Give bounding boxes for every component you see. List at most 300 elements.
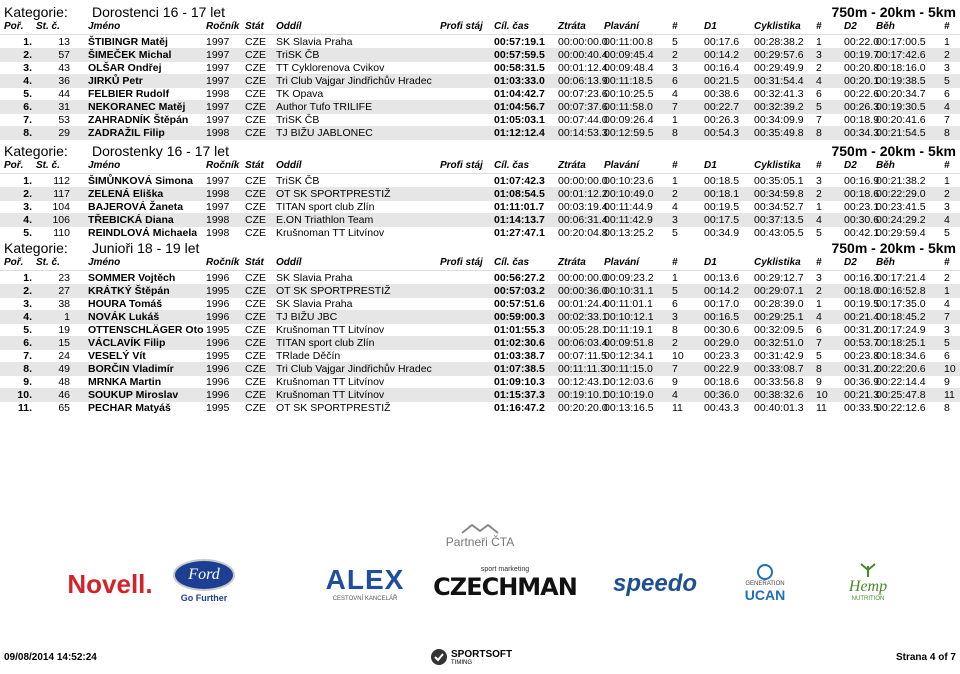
cell-beh: 00:21:38.2	[876, 175, 926, 187]
cell-stat: CZE	[245, 88, 266, 100]
cell-d1: 00:17.6	[704, 36, 740, 48]
cell-ztrata: 00:00:00.0	[558, 272, 608, 284]
cell-d2: 00:31.2	[844, 324, 880, 336]
cell-rocnik: 1997	[206, 114, 230, 126]
column-header-hash3: #	[944, 257, 950, 268]
ucan-logo	[720, 558, 810, 608]
cell-ztrata: 00:05:28.1	[558, 324, 608, 336]
column-header-ztrata: Ztráta	[558, 160, 586, 171]
category-name: Junioři 18 - 19 let	[92, 240, 200, 256]
column-header-d1: D1	[704, 21, 717, 32]
cell-st: 110	[53, 227, 70, 239]
column-header-hash2: #	[816, 21, 822, 32]
cell-d2: 00:33.5	[844, 402, 880, 414]
cell-cyklistika: 00:31:54.4	[754, 75, 804, 87]
cell-p1: 9	[672, 376, 678, 388]
cell-por: 11.	[17, 402, 32, 414]
category-label: Kategorie:	[4, 240, 68, 256]
cell-p3: 1	[944, 36, 950, 48]
cell-d1: 00:38.6	[704, 88, 740, 100]
cell-jmeno: ZAHRADNÍK Štěpán	[88, 114, 189, 126]
cell-rocnik: 1997	[206, 75, 230, 87]
column-header-oddil: Oddíl	[276, 257, 302, 268]
cell-oddil: SK Slavia Praha	[276, 36, 353, 48]
cell-d2: 00:26.3	[844, 101, 880, 113]
cell-st: 117	[53, 188, 70, 200]
cell-beh: 00:18:45.2	[876, 311, 926, 323]
cell-por: 4.	[23, 214, 32, 226]
column-header-hash2: #	[816, 160, 822, 171]
cell-st: 46	[58, 389, 70, 401]
sportsoft-logo	[430, 642, 530, 672]
cell-rocnik: 1998	[206, 127, 230, 139]
cell-por: 3.	[23, 298, 32, 310]
cell-d1: 00:21.5	[704, 75, 740, 87]
cell-stat: CZE	[245, 389, 266, 401]
cell-d2: 00:22.6	[844, 88, 880, 100]
cell-p1: 7	[672, 363, 678, 375]
cell-p3: 4	[944, 214, 950, 226]
cell-beh: 00:21:54.5	[876, 127, 926, 139]
cell-plavani: 00:10:25.5	[604, 88, 654, 100]
category-title	[4, 2, 956, 22]
cell-beh: 00:22:29.0	[876, 188, 926, 200]
cell-d1: 00:16.4	[704, 62, 740, 74]
cell-p1: 5	[672, 36, 678, 48]
cell-oddil: TJ BIŽU JBC	[276, 311, 338, 323]
cta-emblem-icon	[460, 523, 500, 535]
cell-p2: 8	[816, 127, 822, 139]
cell-oddil: TK Opava	[276, 88, 324, 100]
cell-jmeno: BORČIN Vladimír	[88, 363, 174, 375]
cell-p1: 2	[672, 337, 678, 349]
cell-p3: 3	[944, 201, 950, 213]
cell-cil: 01:15:37.3	[494, 389, 545, 401]
table-row	[0, 310, 960, 324]
column-header-d2: D2	[844, 21, 857, 32]
cell-por: 4.	[23, 311, 32, 323]
cell-oddil: Tri Club Vajgar Jindřichův Hradec	[276, 75, 432, 87]
column-header-cil: Cíl. čas	[494, 160, 530, 171]
cell-por: 7.	[23, 350, 32, 362]
cell-p3: 1	[944, 285, 950, 297]
cell-por: 2.	[23, 285, 32, 297]
cell-cil: 00:57:59.5	[494, 49, 545, 61]
cell-p2: 3	[816, 175, 822, 187]
column-header-beh: Běh	[876, 21, 895, 32]
cell-ztrata: 00:07:23.6	[558, 88, 608, 100]
cell-rocnik: 1996	[206, 298, 230, 310]
cell-por: 2.	[23, 188, 32, 200]
cell-rocnik: 1997	[206, 101, 230, 113]
cell-p1: 1	[672, 272, 678, 284]
column-header-st: St. č.	[36, 21, 60, 32]
czechman-wordmark: CZECHMAN	[433, 572, 577, 601]
category-label: Kategorie:	[4, 143, 68, 159]
cell-oddil: OT SK SPORTPRESTIŽ	[276, 402, 391, 414]
cell-d1: 00:18.6	[704, 376, 740, 388]
column-header-rocnik: Ročník	[206, 160, 240, 171]
cell-por: 5.	[23, 227, 32, 239]
cell-ztrata: 00:06:31.4	[558, 214, 608, 226]
cell-p3: 2	[944, 272, 950, 284]
column-header-hash1: #	[672, 21, 678, 32]
column-header-d2: D2	[844, 160, 857, 171]
column-header-profi: Profi stáj	[440, 160, 483, 171]
cell-por: 9.	[23, 376, 32, 388]
cell-por: 3.	[23, 201, 32, 213]
cell-d2: 00:18.9	[844, 114, 880, 126]
cell-plavani: 00:12:59.5	[604, 127, 654, 139]
table-row	[0, 401, 960, 415]
cell-rocnik: 1995	[206, 285, 230, 297]
cell-ztrata: 00:01:12.2	[558, 188, 608, 200]
cell-rocnik: 1997	[206, 36, 230, 48]
cell-cil: 01:03:38.7	[494, 350, 545, 362]
table-row	[0, 349, 960, 363]
cell-stat: CZE	[245, 227, 266, 239]
column-header-cil: Cíl. čas	[494, 21, 530, 32]
cell-d2: 00:18.6	[844, 188, 880, 200]
cell-cyklistika: 00:33:08.7	[754, 363, 804, 375]
column-header-jmeno: Jméno	[88, 21, 121, 32]
cell-rocnik: 1998	[206, 188, 230, 200]
cell-st: 44	[58, 88, 70, 100]
cell-cyklistika: 00:28:38.2	[754, 36, 804, 48]
cell-p2: 9	[816, 376, 822, 388]
cell-p1: 2	[672, 49, 678, 61]
column-header-oddil: Oddíl	[276, 160, 302, 171]
cell-st: 104	[52, 201, 70, 213]
cell-oddil: Tri Club Vajgar Jindřichův Hradec	[276, 363, 432, 375]
cell-ztrata: 00:14:53.3	[558, 127, 608, 139]
cell-plavani: 00:10:12.1	[604, 311, 654, 323]
cell-oddil: SK Slavia Praha	[276, 298, 353, 310]
cell-plavani: 00:11:19.1	[604, 324, 653, 336]
table-row	[0, 48, 960, 62]
cell-p3: 8	[944, 127, 950, 139]
column-header-hash1: #	[672, 257, 678, 268]
table-row	[0, 113, 960, 127]
cell-rocnik: 1998	[206, 214, 230, 226]
cell-plavani: 00:11:42.9	[604, 214, 653, 226]
hemp-logo	[828, 556, 908, 608]
cell-beh: 00:29:59.4	[876, 227, 926, 239]
cell-p1: 1	[672, 175, 678, 187]
cell-p2: 6	[816, 88, 822, 100]
column-header-plavani: Plavání	[604, 257, 640, 268]
cell-beh: 00:17:35.0	[876, 298, 926, 310]
cell-ztrata: 00:00:00.0	[558, 175, 608, 187]
ucan-subtitle: GENERATION	[745, 581, 785, 587]
czechman-logo	[433, 558, 577, 608]
alex-wordmark: ALEX	[325, 564, 405, 595]
cell-beh: 00:19:38.5	[876, 75, 926, 87]
cell-oddil: TT Cyklorenova Cvikov	[276, 62, 385, 74]
cell-stat: CZE	[245, 175, 266, 187]
column-header-hash3: #	[944, 21, 950, 32]
cell-beh: 00:17:21.4	[876, 272, 926, 284]
cell-rocnik: 1996	[206, 337, 230, 349]
cell-d2: 00:36.9	[844, 376, 880, 388]
cell-d1: 00:17.0	[704, 298, 740, 310]
cell-por: 1.	[23, 36, 32, 48]
column-header-por: Poř.	[4, 257, 24, 268]
cell-d1: 00:26.3	[704, 114, 740, 126]
column-header-d1: D1	[704, 160, 717, 171]
cell-p1: 2	[672, 188, 678, 200]
table-row	[0, 297, 960, 311]
hemp-wordmark: Hemp	[848, 578, 888, 595]
cell-por: 5.	[23, 324, 32, 336]
cell-p3: 3	[944, 324, 950, 336]
cell-p3: 5	[944, 337, 950, 349]
sponsor-strip	[0, 520, 960, 610]
hemp-subtitle: NUTRITION	[851, 596, 885, 602]
cell-d2: 00:30.6	[844, 214, 880, 226]
cell-ztrata: 00:20:04.8	[558, 227, 608, 239]
cell-p2: 5	[816, 350, 822, 362]
cell-plavani: 00:13:25.2	[604, 227, 654, 239]
cell-p3: 11	[944, 389, 955, 401]
cell-p1: 3	[672, 62, 678, 74]
cell-p2: 7	[816, 114, 822, 126]
cell-cil: 01:09:10.3	[494, 376, 545, 388]
cell-por: 3.	[23, 62, 32, 74]
cell-rocnik: 1998	[206, 88, 230, 100]
cell-d2: 00:19.5	[844, 298, 880, 310]
cell-rocnik: 1996	[206, 272, 230, 284]
cell-p2: 3	[816, 272, 822, 284]
cell-d2: 00:23.8	[844, 350, 880, 362]
cell-por: 6.	[23, 101, 32, 113]
cell-p2: 10	[816, 389, 828, 401]
cell-por: 1.	[23, 175, 32, 187]
cell-stat: CZE	[245, 101, 266, 113]
cell-por: 2.	[23, 49, 32, 61]
cell-jmeno: SOMMER Vojtěch	[88, 272, 176, 284]
cell-cyklistika: 00:31:42.9	[754, 350, 804, 362]
page-footer	[0, 640, 960, 674]
cell-d1: 00:22.7	[704, 101, 740, 113]
cell-por: 8.	[23, 127, 32, 139]
table-row	[0, 375, 960, 389]
cell-cyklistika: 00:33:56.8	[754, 376, 804, 388]
cell-d2: 00:16.3	[844, 272, 880, 284]
table-row	[0, 323, 960, 337]
cell-d2: 00:34.3	[844, 127, 880, 139]
table-row	[0, 100, 960, 114]
cell-stat: CZE	[245, 350, 266, 362]
category-distance: 750m - 20km - 5km	[831, 143, 956, 159]
cell-p3: 6	[944, 350, 950, 362]
cell-oddil: Krušnoman TT Litvínov	[276, 227, 385, 239]
cell-cyklistika: 00:29:57.6	[754, 49, 804, 61]
cell-stat: CZE	[245, 214, 266, 226]
alex-subtitle: CESTOVNÍ KANCELÁŘ	[332, 596, 398, 602]
cell-stat: CZE	[245, 402, 266, 414]
cell-d1: 00:29.0	[704, 337, 740, 349]
cell-d1: 00:17.5	[704, 214, 740, 226]
cell-rocnik: 1998	[206, 227, 230, 239]
cell-ztrata: 00:02:33.1	[558, 311, 608, 323]
cell-ztrata: 00:19:10.1	[558, 389, 608, 401]
cell-cyklistika: 00:40:01.3	[754, 402, 804, 414]
cell-p1: 6	[672, 298, 678, 310]
cell-rocnik: 1996	[206, 311, 230, 323]
cell-jmeno: JIRKŮ Petr	[88, 75, 143, 87]
cell-cyklistika: 00:34:52.7	[754, 201, 804, 213]
cell-oddil: Krušnoman TT Litvínov	[276, 376, 385, 388]
cell-plavani: 00:10:19.0	[604, 389, 654, 401]
cell-oddil: OT SK SPORTPRESTIŽ	[276, 188, 391, 200]
cell-stat: CZE	[245, 324, 266, 336]
cell-ztrata: 00:07:37.6	[558, 101, 608, 113]
table-row	[0, 35, 960, 49]
cell-d2: 00:42.1	[844, 227, 880, 239]
cell-plavani: 00:11:00.8	[604, 36, 653, 48]
cell-p1: 10	[672, 350, 684, 362]
cell-jmeno: NEKORANEC Matěj	[88, 101, 186, 113]
cell-stat: CZE	[245, 114, 266, 126]
column-header-jmeno: Jméno	[88, 257, 121, 268]
cell-stat: CZE	[245, 201, 266, 213]
cell-cil: 01:05:03.1	[494, 114, 545, 126]
cell-p2: 11	[816, 402, 827, 414]
cell-st: 48	[58, 376, 70, 388]
cell-cyklistika: 00:29:12.7	[754, 272, 804, 284]
cell-cil: 01:07:42.3	[494, 175, 545, 187]
cell-rocnik: 1995	[206, 402, 230, 414]
cell-d1: 00:16.5	[704, 311, 740, 323]
cell-plavani: 00:09:48.4	[604, 62, 654, 74]
cell-plavani: 00:09:45.4	[604, 49, 654, 61]
cell-p1: 3	[672, 214, 678, 226]
cell-d1: 00:43.3	[704, 402, 740, 414]
cell-plavani: 00:10:23.6	[604, 175, 654, 187]
cell-cil: 01:02:30.6	[494, 337, 545, 349]
cell-beh: 00:17:00.5	[876, 36, 926, 48]
cell-p3: 4	[944, 298, 950, 310]
cell-p1: 4	[672, 389, 678, 401]
cell-plavani: 00:10:49.0	[604, 188, 654, 200]
cell-cil: 01:14:13.7	[494, 214, 545, 226]
cell-st: 15	[58, 337, 70, 349]
column-header-por: Poř.	[4, 160, 24, 171]
cell-stat: CZE	[245, 36, 266, 48]
cell-cyklistika: 00:32:09.5	[754, 324, 804, 336]
column-header-cyklistika: Cyklistika	[754, 160, 801, 171]
column-header-jmeno: Jméno	[88, 160, 121, 171]
cell-beh: 00:23:41.5	[876, 201, 926, 213]
cell-jmeno: MRNKA Martin	[88, 376, 162, 388]
cell-cyklistika: 00:32:41.3	[754, 88, 804, 100]
cell-ztrata: 00:07:44.0	[558, 114, 608, 126]
cell-cyklistika: 00:34:59.8	[754, 188, 804, 200]
cell-oddil: E.ON Triathlon Team	[276, 214, 374, 226]
cell-p2: 5	[816, 227, 822, 239]
table-row	[0, 61, 960, 75]
cell-jmeno: OLŠAR Ondřej	[88, 62, 162, 74]
cell-rocnik: 1997	[206, 201, 230, 213]
cell-oddil: OT SK SPORTPRESTIŽ	[276, 285, 391, 297]
table-row	[0, 284, 960, 298]
column-header-hash1: #	[672, 160, 678, 171]
cell-oddil: SK Slavia Praha	[276, 272, 353, 284]
cell-jmeno: VESELÝ Vít	[88, 350, 146, 362]
cell-oddil: TRlade Děčín	[276, 350, 341, 362]
cell-rocnik: 1997	[206, 62, 230, 74]
cell-beh: 00:25:47.8	[876, 389, 926, 401]
cell-oddil: TJ BIŽU JABLONEC	[276, 127, 373, 139]
cell-cyklistika: 00:29:25.1	[754, 311, 804, 323]
cell-beh: 00:16:52.8	[876, 285, 926, 297]
cell-ztrata: 00:12:43.1	[558, 376, 608, 388]
cell-ztrata: 00:06:13.9	[558, 75, 608, 87]
cta-partners-logo	[370, 520, 590, 552]
cell-beh: 00:22:12.6	[876, 402, 926, 414]
cell-cyklistika: 00:29:49.9	[754, 62, 804, 74]
cell-jmeno: SOUKUP Miroslav	[88, 389, 179, 401]
category-title	[4, 238, 956, 258]
cell-d1: 00:19.5	[704, 201, 740, 213]
cell-por: 8.	[23, 363, 32, 375]
column-header-ztrata: Ztráta	[558, 257, 586, 268]
table-row	[0, 87, 960, 101]
cell-jmeno: PECHAR Matyáš	[88, 402, 171, 414]
cell-plavani: 00:11:44.9	[604, 201, 653, 213]
cell-jmeno: KRÁTKÝ Štěpán	[88, 285, 170, 297]
column-header-rocnik: Ročník	[206, 257, 240, 268]
cell-d1: 00:18.5	[704, 175, 740, 187]
cell-beh: 00:20:34.7	[876, 88, 926, 100]
cell-stat: CZE	[245, 285, 266, 297]
cell-d2: 00:18.0	[844, 285, 880, 297]
cell-p3: 9	[944, 376, 950, 388]
cell-stat: CZE	[245, 298, 266, 310]
cell-jmeno: REINDLOVÁ Michaela	[88, 227, 198, 239]
cell-jmeno: ŠTIBINGR Matěj	[88, 36, 168, 48]
cell-st: 49	[58, 363, 70, 375]
cell-cyklistika: 00:34:09.9	[754, 114, 804, 126]
cell-d1: 00:22.9	[704, 363, 740, 375]
cell-jmeno: FELBIER Rudolf	[88, 88, 170, 100]
cell-p2: 6	[816, 324, 822, 336]
cell-beh: 00:24:29.2	[876, 214, 926, 226]
cell-rocnik: 1995	[206, 350, 230, 362]
table-row	[0, 174, 960, 188]
cell-plavani: 00:11:15.0	[604, 363, 653, 375]
cell-plavani: 00:10:31.1	[604, 285, 654, 297]
cell-st: 57	[58, 49, 70, 61]
cell-jmeno: TŘEBICKÁ Diana	[88, 214, 174, 226]
cell-p3: 7	[944, 311, 950, 323]
cell-p1: 8	[672, 324, 678, 336]
cell-cil: 01:07:38.5	[494, 363, 545, 375]
hemp-leaf-icon	[856, 562, 880, 578]
category-name: Dorostenky 16 - 17 let	[92, 143, 229, 159]
cell-rocnik: 1995	[206, 324, 230, 336]
cell-oddil: Krušnoman TT Litvínov	[276, 389, 385, 401]
cell-oddil: TITAN sport club Zlín	[276, 201, 375, 213]
cell-por: 10.	[17, 389, 32, 401]
cell-cyklistika: 00:38:32.6	[754, 389, 804, 401]
cell-plavani: 00:11:18.5	[604, 75, 653, 87]
cell-cyklistika: 00:37:13.5	[754, 214, 804, 226]
column-header-hash3: #	[944, 160, 950, 171]
table-row	[0, 187, 960, 201]
cell-st: 38	[58, 298, 70, 310]
